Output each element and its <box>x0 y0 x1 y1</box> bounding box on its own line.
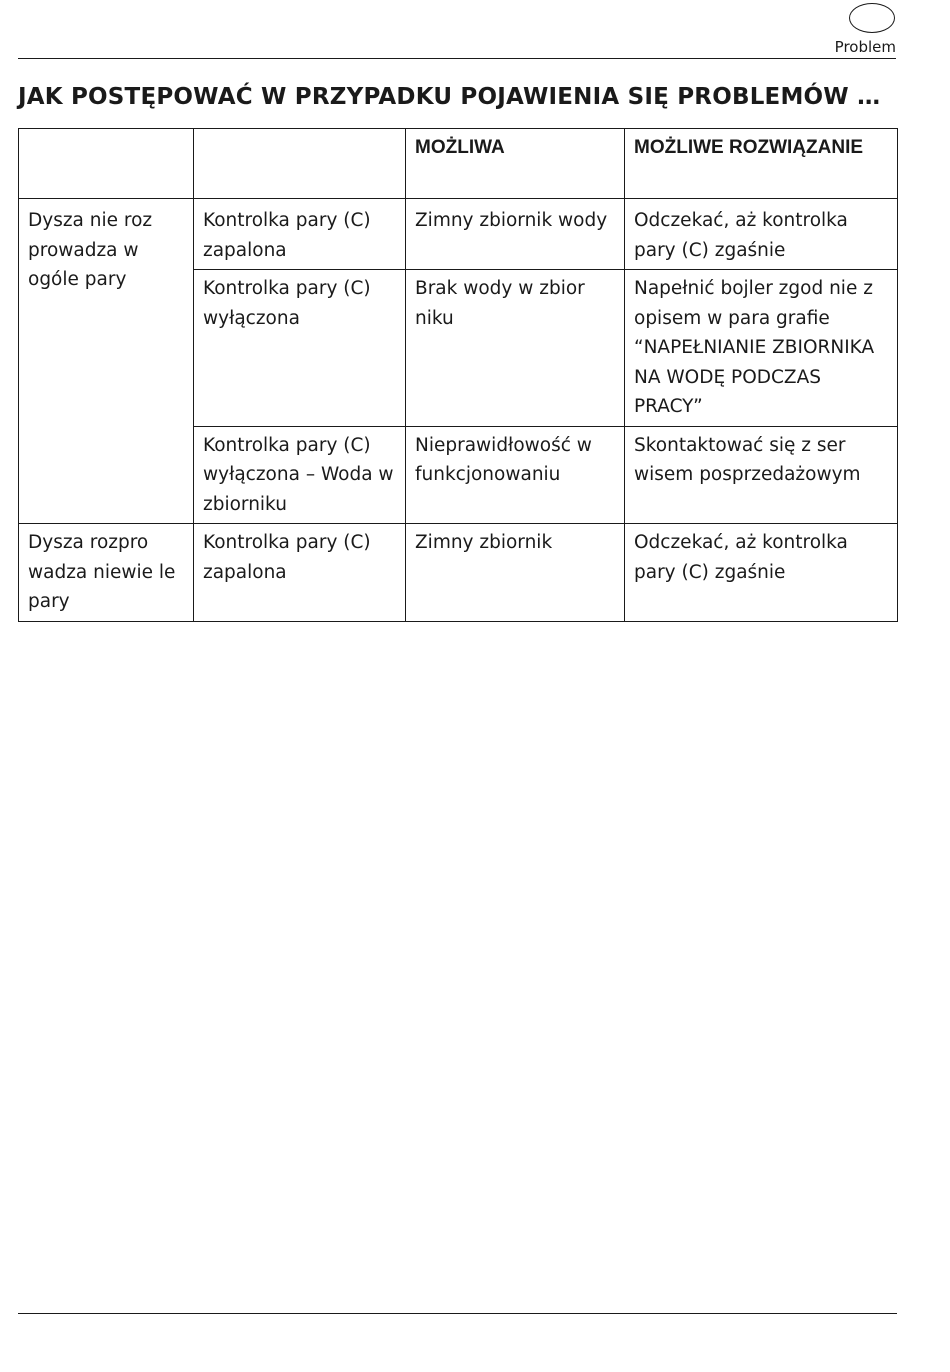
solution-cell: Odczekać, aż kontrolka pary (C) zgaśnie <box>625 524 898 622</box>
section-label: Problem <box>834 38 896 56</box>
indicator-cell: Kontrolka pary (C) wyłączona – Woda w zbiorniku <box>194 426 406 524</box>
solution-cell: Skontaktować się z ser wisem posprzedażowym <box>625 426 898 524</box>
header-cause: MOŻLIWA <box>406 129 625 199</box>
cause-cell: Zimny zbiornik <box>406 524 625 622</box>
page-title: JAK POSTĘPOWAĆ W PRZYPADKU POJAWIENIA SIĘ PROBLEMÓW … <box>18 84 881 110</box>
solution-cell: Odczekać, aż kontrolka pary (C) zgaśnie <box>625 199 898 270</box>
header-problem <box>19 129 194 199</box>
header-indicator <box>194 129 406 199</box>
header-solution: MOŻLIWE ROZWIĄZANIE <box>625 129 898 199</box>
table-header-row <box>19 129 898 199</box>
problem-cell: Dysza nie roz prowadza w ogóle pary <box>19 199 194 524</box>
footer-divider <box>18 1313 897 1314</box>
indicator-cell: Kontrolka pary (C) wyłączona <box>194 270 406 427</box>
cause-cell: Brak wody w zbior niku <box>406 270 625 427</box>
indicator-cell: Kontrolka pary (C) zapalona <box>194 524 406 622</box>
solution-cell: Napełnić bojler zgod nie z opisem w para grafie “NAPEŁNIANIE ZBIORNIKA NA WODĘ PODCZAS PRACY” <box>625 270 898 427</box>
language-badge-oval <box>849 3 895 33</box>
header-divider <box>18 58 896 59</box>
indicator-cell: Kontrolka pary (C) zapalona <box>194 199 406 270</box>
cause-cell: Zimny zbiornik wody <box>406 199 625 270</box>
table-row <box>19 524 898 622</box>
problem-cell: Dysza rozpro wadza niewie le pary <box>19 524 194 622</box>
troubleshooting-table <box>18 128 898 622</box>
cause-cell: Nieprawidłowość w funkcjonowaniu <box>406 426 625 524</box>
table-row <box>19 199 898 270</box>
